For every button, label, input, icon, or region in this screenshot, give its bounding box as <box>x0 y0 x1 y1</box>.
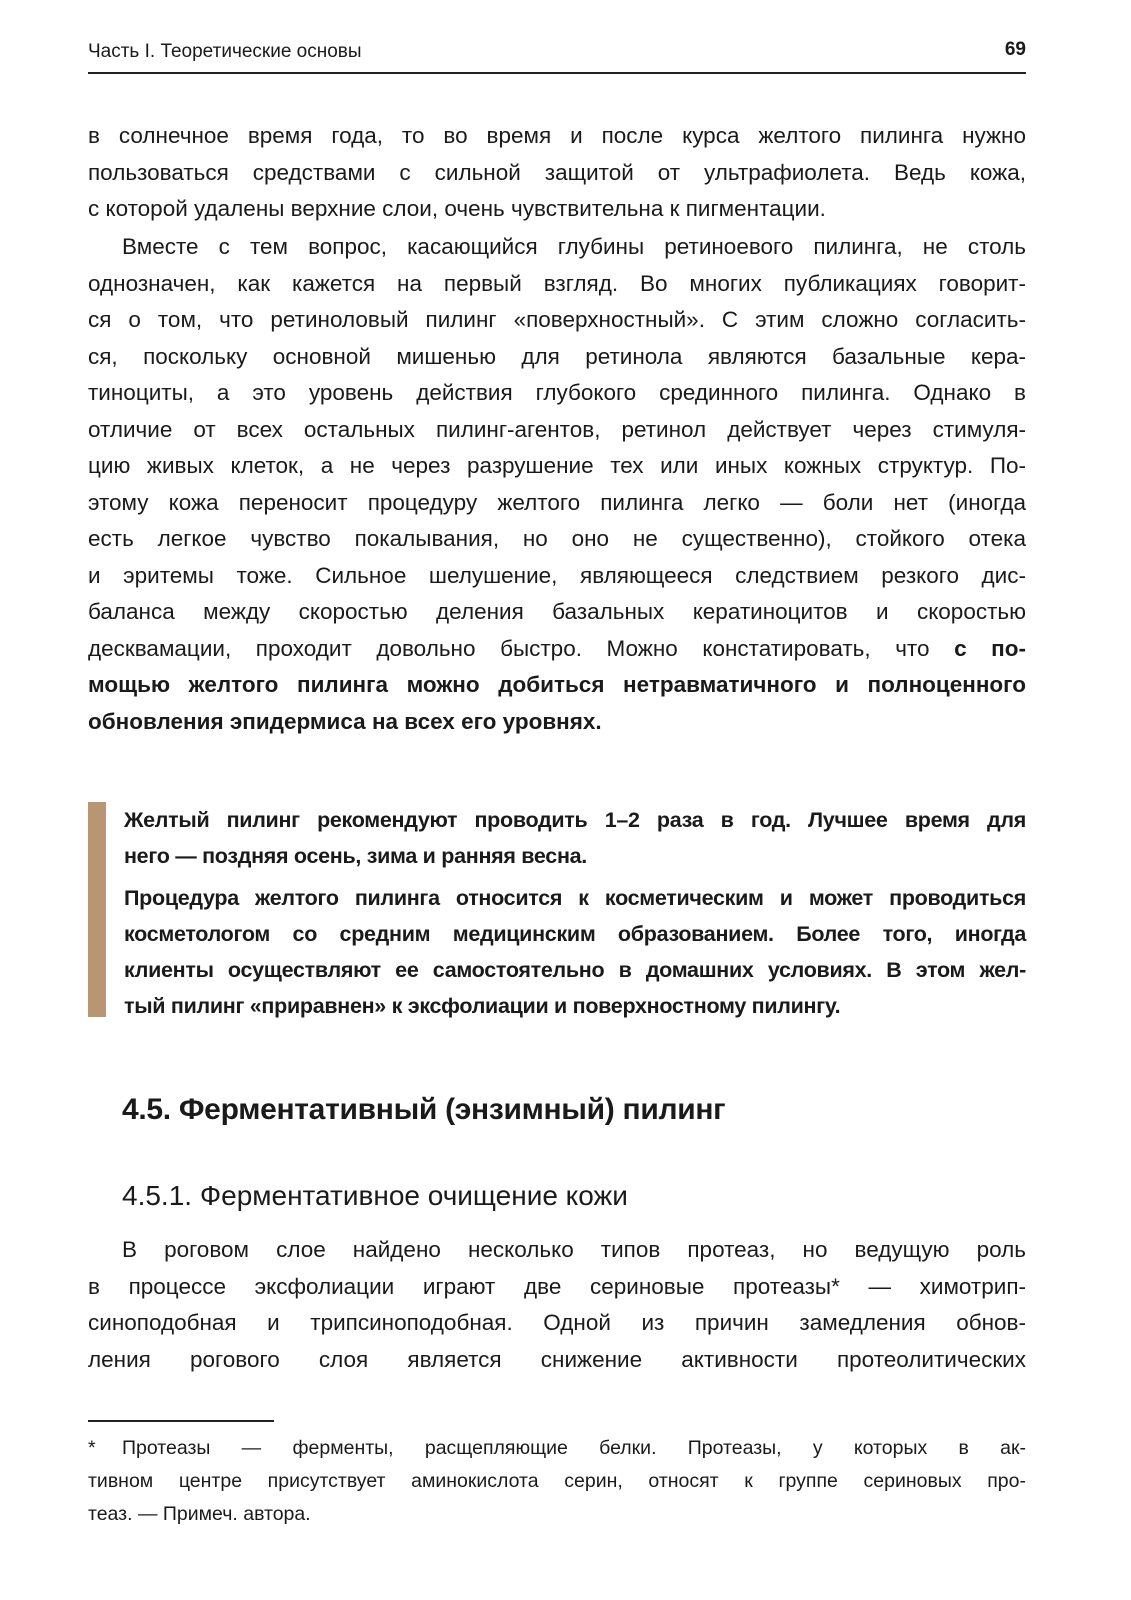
text-line: этому кожа переносит процедуру желтого пилинга легко — боли нет (иногда <box>88 489 1026 515</box>
text-line: однозначен, как кажется на первый взгляд. Во многих публикациях говорит- <box>88 270 1026 296</box>
callout-line: Процедура желтого пилинга относится к косметическим и может проводиться <box>124 886 1026 910</box>
bold-text-run: с по- <box>954 635 1026 661</box>
text-line: отличие от всех остальных пилинг-агентов, ретинол действует через стимуля- <box>88 416 1026 442</box>
text-line: в процессе эксфолиации играют две сериновые протеазы* — химотрип- <box>88 1273 1026 1299</box>
callout-line: косметологом со средним медицинским образованием. Более того, иногда <box>124 922 1026 946</box>
text-line: в солнечное время года, то во время и после курса желтого пилинга нужно <box>88 123 1026 148</box>
callout-line: клиенты осуществляют ее самостоятельно в домашних условиях. В этом жел- <box>124 958 1026 982</box>
text-line: ся о том, что ретиноловый пилинг «поверхностный». С этим сложно согласить- <box>88 307 1026 332</box>
footnote-line: тивном центре присутствует аминокислота серин, относят к группе сериновых про- <box>88 1470 1026 1492</box>
footnote <box>88 1432 1026 1531</box>
text-line: цию живых клеток, а не через разрушение тех или иных кожных структур. По- <box>88 453 1026 478</box>
text-line <box>88 631 1026 668</box>
callout-paragraph <box>124 880 1026 1024</box>
bold-text-run: обновления эпидермиса на всех его уровнях. <box>88 708 602 734</box>
text-line: В роговом слое найдено несколько типов протеаз, но ведущую роль <box>122 1237 1026 1262</box>
paragraph-proteases <box>88 1232 1026 1378</box>
bold-text-run: мощью желтого пилинга можно добиться нетравматичного и полноценного <box>88 672 1026 697</box>
text-line: ся, поскольку основной мишенью для ретинола являются базальные кера- <box>88 343 1026 369</box>
chapter-title: Часть I. Теоретические основы <box>88 41 362 62</box>
subsection-heading: 4.5.1. Ферментативное очищение кожи <box>122 1180 628 1211</box>
paragraph-retinol-depth <box>88 229 1026 740</box>
text-line: есть легкое чувство покалывания, но оно не существенно), стойкого отека <box>88 526 1026 551</box>
section-heading: 4.5. Ферментативный (энзимный) пилинг <box>122 1093 726 1126</box>
running-header <box>88 36 1026 74</box>
footnote-line: теаз. — Примеч. автора. <box>88 1503 311 1525</box>
footnote-text: Протеазы — ферменты, расщепляющие белки. Протеазы, у которых в ак- <box>122 1437 1026 1459</box>
callout-line: него — поздняя осень, зима и ранняя весна. <box>124 844 587 868</box>
text-line: с которой удалены верхние слои, очень чувствительна к пигментации. <box>88 196 826 221</box>
callout-text <box>124 802 1026 1024</box>
text-line: Вместе с тем вопрос, касающийся глубины ретиноевого пилинга, не столь <box>122 234 1026 259</box>
text-line: ления рогового слоя является снижение активности протеолитических <box>88 1346 1026 1372</box>
text-run: десквамации, проходит довольно быстро. Можно констатировать, что <box>88 635 955 661</box>
highlight-callout <box>88 802 1026 1017</box>
text-line: баланса между скоростью деления базальных кератиноцитов и скоростью <box>88 599 1026 624</box>
callout-line: тый пилинг «приравнен» к эксфолиации и поверхностному пилингу. <box>124 994 841 1018</box>
paragraph-sun-protection <box>88 118 1026 228</box>
footnote-divider <box>88 1420 274 1422</box>
footnote-marker: * <box>88 1437 96 1459</box>
text-line: и эритемы тоже. Сильное шелушение, являющееся следствием резкого дис- <box>88 562 1026 588</box>
callout-line: Желтый пилинг рекомендуют проводить 1–2 раза в год. Лучшее время для <box>124 808 1026 832</box>
callout-accent-bar <box>88 802 106 1017</box>
footnote-line <box>88 1432 1026 1465</box>
bold-text-line <box>88 667 1026 704</box>
text-line: тиноциты, а это уровень действия глубокого срединного пилинга. Однако в <box>88 380 1026 405</box>
bold-text-line <box>88 704 1026 741</box>
text-line: синоподобная и трипсиноподобная. Одной из причин замедления обнов- <box>88 1310 1026 1335</box>
page-number: 69 <box>1004 39 1026 60</box>
text-line: пользоваться средствами с сильной защитой от ультрафиолета. Ведь кожа, <box>88 159 1026 185</box>
